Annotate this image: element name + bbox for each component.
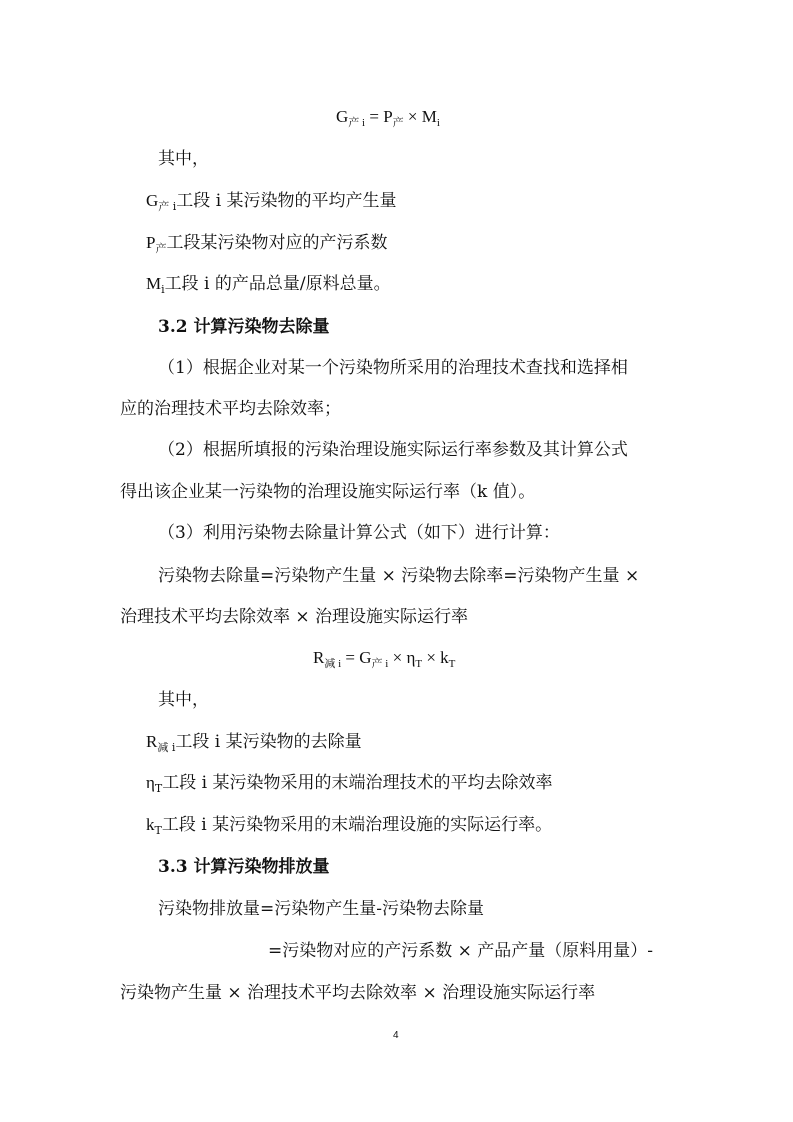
formula-subscript: 产 i	[371, 658, 389, 670]
def-text: 工段 i 的产品总量/原料总量。	[164, 274, 391, 294]
formula-subscript: T	[415, 658, 423, 670]
definition-r	[146, 731, 362, 753]
paragraph-1-line-2: 应的治理技术平均去除效率；	[120, 399, 341, 419]
def-subscript: 减 i	[157, 741, 176, 754]
section-heading-3-2: 3.2 计算污染物去除量	[158, 317, 330, 337]
paragraph-2-line-1: （2）根据所填报的污染治理设施实际运行率参数及其计算公式	[158, 440, 628, 460]
formula-operator: ×	[388, 648, 407, 667]
def-text: 工段某污染物对应的产污系数	[166, 233, 388, 253]
formula-symbol: P	[383, 107, 393, 126]
formula-subscript: 产 i	[348, 117, 366, 129]
where-label: 其中，	[158, 149, 209, 169]
definition-k	[146, 814, 552, 836]
def-text: 工段 i 某污染物采用的末端治理技术的平均去除效率	[162, 773, 553, 793]
definition-eta	[146, 772, 552, 794]
def-subscript: T	[154, 782, 163, 795]
formula-subscript: 减 i	[324, 658, 342, 670]
formula-symbol: G	[359, 648, 372, 667]
formula-operator: ×	[422, 648, 441, 667]
def-subscript: 产 i	[158, 200, 177, 213]
page-number: 4	[393, 1030, 399, 1041]
formula-operator: =	[365, 107, 384, 126]
formula-subscript: T	[448, 658, 456, 670]
formula-symbol: R	[313, 648, 325, 667]
def-text: 工段 i 某污染物的平均产生量	[176, 191, 397, 211]
paragraph-1-line-1: （1）根据企业对某一个污染物所采用的治理技术查找和选择相	[158, 358, 628, 378]
formula-subscript: i	[436, 117, 440, 129]
def-subscript: 产	[155, 242, 167, 255]
def-symbol: M	[146, 274, 162, 293]
emission-line-2: =污染物对应的产污系数 × 产品产量（原料用量）-	[268, 941, 654, 961]
definition-p	[146, 232, 387, 254]
definition-g	[146, 190, 397, 212]
formula-symbol: η	[406, 648, 416, 667]
formula-operator: =	[341, 648, 360, 667]
section-heading-3-3: 3.3 计算污染物排放量	[158, 857, 330, 877]
paragraph-2-line-2: 得出该企业某一污染物的治理设施实际运行率（k 值）。	[120, 482, 536, 502]
formula-symbol: k	[440, 648, 449, 667]
def-text: 工段 i 某污染物采用的末端治理设施的实际运行率。	[161, 815, 553, 835]
paragraph-3: （3）利用污染物去除量计算公式（如下）进行计算：	[158, 523, 560, 543]
formula-removal	[313, 647, 455, 669]
def-symbol: G	[146, 191, 159, 210]
def-symbol: P	[146, 233, 156, 252]
emission-line-1: 污染物排放量=污染物产生量-污染物去除量	[158, 899, 484, 919]
equation-text-line-1: 污染物去除量=污染物产生量 × 污染物去除率=污染物产生量 ×	[158, 566, 640, 586]
formula-operator: ×	[403, 107, 422, 126]
formula-symbol: G	[336, 107, 349, 126]
formula-subscript: 产	[392, 117, 404, 129]
def-symbol: η	[146, 773, 155, 792]
equation-text-line-2: 治理技术平均去除效率 × 治理设施实际运行率	[120, 607, 469, 627]
definition-m	[146, 273, 391, 295]
emission-line-3: 污染物产生量 × 治理技术平均去除效率 × 治理设施实际运行率	[120, 983, 596, 1003]
formula-symbol: M	[421, 107, 437, 126]
def-text: 工段 i 某污染物的去除量	[175, 732, 362, 752]
where-label: 其中，	[158, 690, 209, 710]
def-symbol: k	[146, 815, 155, 834]
def-symbol: R	[146, 732, 158, 751]
formula-generation	[336, 106, 440, 128]
def-subscript: i	[161, 283, 165, 296]
def-subscript: T	[154, 824, 162, 837]
